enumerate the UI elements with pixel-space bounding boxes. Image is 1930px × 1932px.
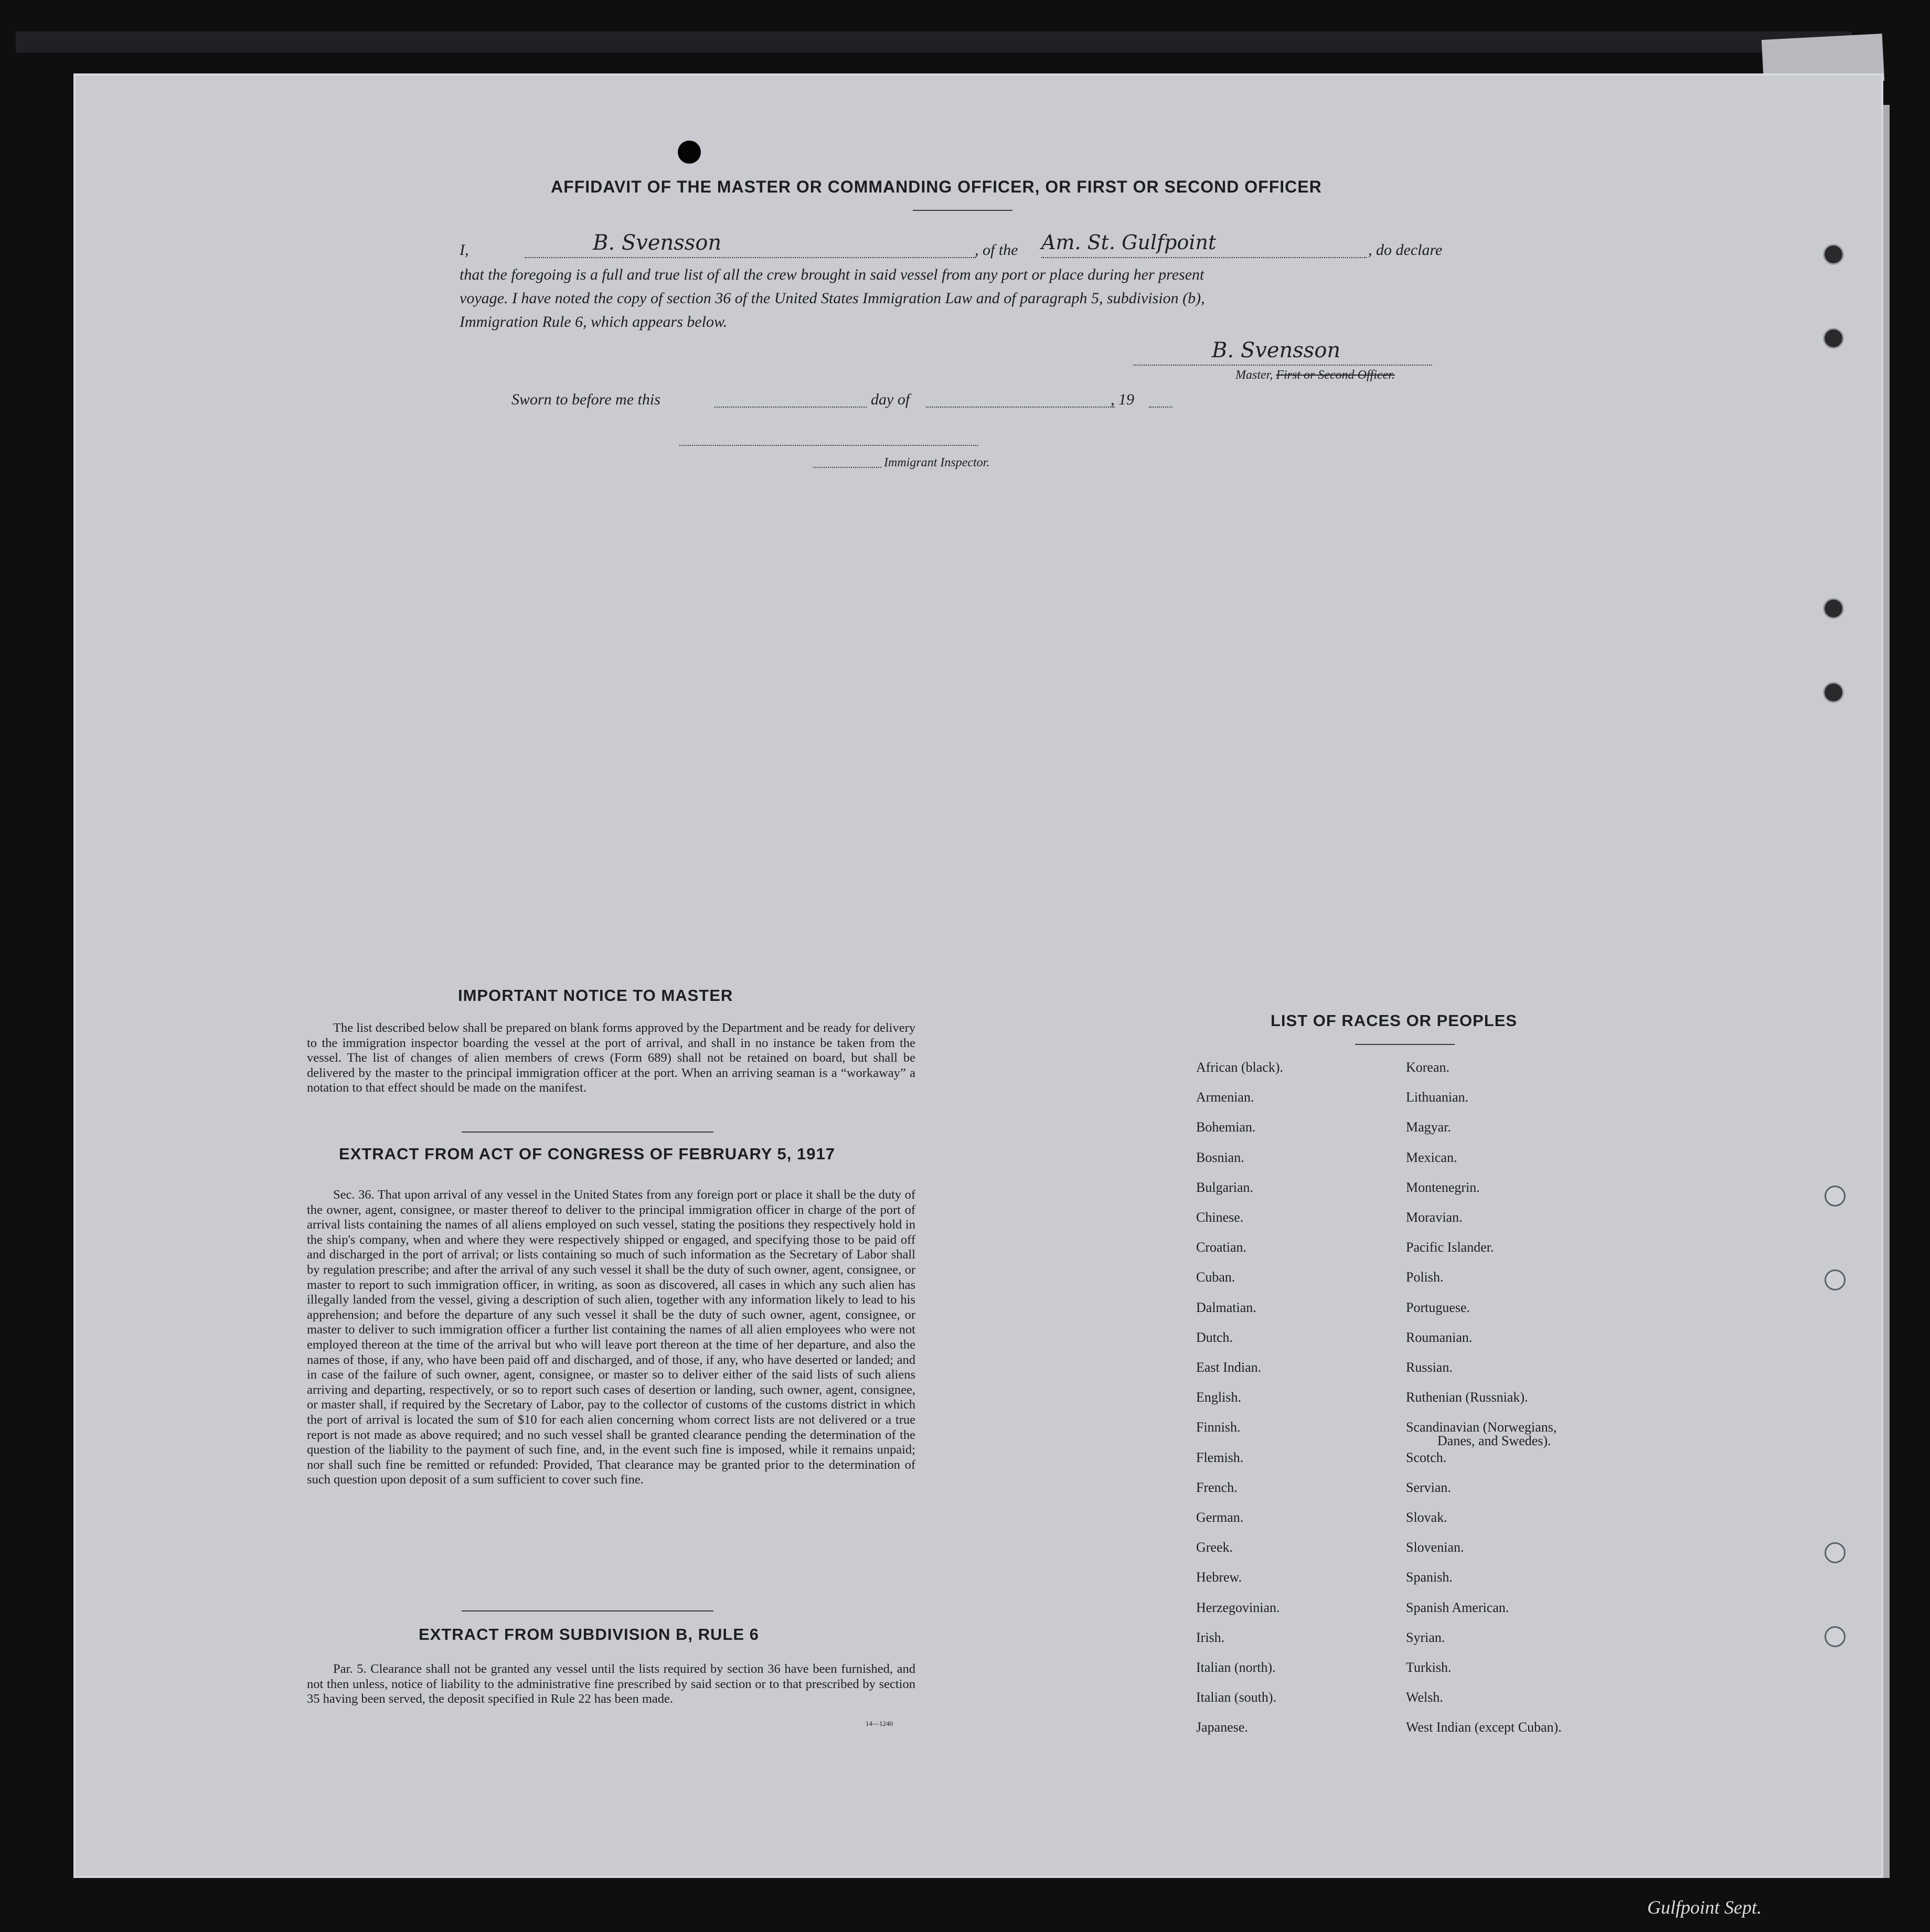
- scan-background-strip: [16, 31, 1852, 52]
- race-item: Turkish.: [1406, 1660, 1452, 1675]
- inspector-short-line: [813, 467, 881, 468]
- sworn-day-blank: [715, 407, 867, 408]
- affidavit-line3: voyage. I have noted the copy of section 36 of the United States Immigration Law and of paragraph 5, subdivision (b),: [460, 290, 1205, 307]
- race-item: Armenian.: [1196, 1090, 1254, 1105]
- race-item: Bohemian.: [1196, 1119, 1256, 1135]
- rule-body: Par. 5. Clearance shall not be granted any vessel until the lists required by section 36 have been furnished, and not then unless, notice of liability to the administrative fine prescribed by said section or to that prescribed by section 35 having been served, the deposit specified in Rule 22 has been made.: [307, 1662, 915, 1706]
- race-item: Chinese.: [1196, 1210, 1244, 1225]
- race-item: Slovenian.: [1406, 1540, 1464, 1555]
- race-item: Ruthenian (Russniak).: [1406, 1390, 1528, 1405]
- race-item: Irish.: [1196, 1629, 1225, 1645]
- act-rule: [462, 1610, 713, 1611]
- form-page: [73, 73, 1883, 1878]
- affidavit-line2: that the foregoing is a full and true list of all the crew brought in said vessel from any port or place during her present: [460, 266, 1204, 283]
- race-item: Italian (north).: [1196, 1660, 1276, 1675]
- race-item: Finnish.: [1196, 1419, 1241, 1435]
- race-item: Dalmatian.: [1196, 1299, 1256, 1315]
- race-item: Montenegrin.: [1406, 1179, 1480, 1195]
- affidavit-line4: Immigration Rule 6, which appears below.: [460, 313, 728, 330]
- race-item: Spanish.: [1406, 1570, 1453, 1585]
- affidavit-of-the: , of the: [975, 241, 1018, 259]
- race-item: Bulgarian.: [1196, 1179, 1254, 1195]
- race-item: Portuguese.: [1406, 1299, 1470, 1315]
- signature-handwriting: B. Svensson: [1212, 338, 1341, 362]
- name-blank: [525, 257, 976, 258]
- race-item: West Indian (except Cuban).: [1406, 1720, 1562, 1735]
- race-item: Pacific Islander.: [1406, 1240, 1494, 1255]
- race-item: Greek.: [1196, 1540, 1233, 1555]
- sworn-year: , 19: [1111, 391, 1134, 408]
- race-item: Italian (south).: [1196, 1690, 1277, 1705]
- inspector-line: [679, 445, 978, 446]
- race-item: Spanish American.: [1406, 1599, 1509, 1615]
- race-item: Cuban.: [1196, 1269, 1235, 1285]
- race-item: East Indian.: [1196, 1360, 1262, 1375]
- page-edge: [1883, 105, 1890, 1878]
- vessel-name-handwriting: Am. St. Gulfpoint: [1041, 231, 1217, 254]
- form-code: 14—1240: [866, 1720, 893, 1727]
- binder-hole: [1823, 328, 1844, 349]
- notice-body: The list described below shall be prepared on blank forms approved by the Department and be ready for delivery to the immigration inspector boarding the vessel at the port of arrival, and shall in no instance be taken from the vessel. The list of changes of alien members of crews (Form 689) shall not be retained on board, but shall be delivered by the master to the principal immigration officer at the port. When an arriving seaman is a “workaway” a notation to that effect should be made on the manifest.: [307, 1021, 915, 1095]
- binder-hole: [1825, 1626, 1846, 1647]
- binder-hole: [1825, 1542, 1846, 1563]
- race-item: Scandinavian (Norwegians,: [1406, 1419, 1557, 1435]
- rule-title: EXTRACT FROM SUBDIVISION B, RULE 6: [419, 1625, 759, 1643]
- race-item: Magyar.: [1406, 1119, 1451, 1135]
- race-item: Servian.: [1406, 1479, 1451, 1495]
- race-item: Polish.: [1406, 1269, 1444, 1285]
- race-item: German.: [1196, 1510, 1244, 1525]
- race-item: Japanese.: [1196, 1720, 1248, 1735]
- inspector-caption: Immigrant Inspector.: [884, 456, 990, 469]
- race-item: Syrian.: [1406, 1629, 1445, 1645]
- race-item: Dutch.: [1196, 1329, 1233, 1345]
- race-item: Welsh.: [1406, 1690, 1443, 1705]
- race-item: French.: [1196, 1479, 1238, 1495]
- race-item: Bosnian.: [1196, 1149, 1244, 1165]
- notice-title: IMPORTANT NOTICE TO MASTER: [458, 986, 733, 1005]
- race-item: Moravian.: [1406, 1210, 1463, 1225]
- notice-rule: [462, 1132, 713, 1133]
- master-name-handwriting: B. Svensson: [593, 231, 722, 255]
- vessel-blank: [1041, 257, 1367, 258]
- affidavit-i: I,: [460, 241, 469, 259]
- race-item: Russian.: [1406, 1360, 1453, 1375]
- race-item: Scotch.: [1406, 1449, 1447, 1465]
- race-item: Lithuanian.: [1406, 1090, 1469, 1105]
- affidavit-line1: [460, 241, 469, 259]
- punch-hole: [678, 141, 701, 164]
- race-item-continuation: Danes, and Swedes).: [1437, 1433, 1551, 1449]
- race-item: Mexican.: [1406, 1149, 1457, 1165]
- sworn-text: Sworn to before me this: [511, 391, 660, 408]
- race-item: English.: [1196, 1390, 1241, 1405]
- race-item: Croatian.: [1196, 1240, 1247, 1255]
- sworn-day-of: day of: [871, 391, 910, 408]
- race-item: Korean.: [1406, 1060, 1450, 1075]
- act-title: EXTRACT FROM ACT OF CONGRESS OF FEBRUARY 5, 1917: [339, 1145, 835, 1163]
- race-item: Slovak.: [1406, 1510, 1447, 1525]
- binder-hole: [1823, 598, 1844, 619]
- signature-caption: Master, First or Second Officer.: [1235, 368, 1395, 382]
- act-body: Sec. 36. That upon arrival of any vessel in the United States from any foreign port or place it shall be the duty of the owner, agent, consignee, or master thereof to deliver to the principal immigration officer in charge of the port of arrival lists containing the names of all aliens employed on such vessel, stating the positions they respectively hold in the ship's company, when and where they were respectively shipped or engaged, and specifying those to be paid off and discharged in the port of arrival; or lists containing so much of such information as the Secretary of Labor shall by regulation prescribe; and after the arrival of any such vessel it shall be the duty of such owner, agent, consignee, or master to report to such immigration officer, in writing, as soon as discovered, all cases in which any such alien has illegally landed from the vessel, giving a description of such alien, together with any information likely to lead to his apprehension; and before the departure of any such vessel it shall be the duty of such owner, agent, consignee, or master to deliver to such immigration officer a further list containing the names of all alien employees who were not employed thereon at the time of the arrival but who will leave port thereon at the time of her departure, and also the names of those, if any, who have been paid off and discharged, and of those, if any, who have deserted or landed; and in case of the failure of such owner, agent, consignee, or master so to deliver either of the said lists of such aliens arriving and departing, respectively, or so to report such cases of desertion or landing, such owner, agent, consignee, or master shall, if required by the Secretary of Labor, pay to the collector of customs of the customs district in which the port of arrival is located the sum of $10 for each alien concerning whom correct lists are not delivered or a true report is not made as above required; and no such vessel shall be granted clearance pending the determination of the question of the liability to the payment of such fine, and, in the event such fine is imposed, while it remains unpaid; nor shall such fine be remitted or refunded: Provided, That clearance may be granted prior to the determination of such question upon deposit of a sum sufficient to cover such fine.: [307, 1188, 915, 1487]
- races-title: LIST OF RACES OR PEOPLES: [1271, 1011, 1518, 1030]
- sworn-month-blank: [926, 407, 1115, 408]
- sworn-year-blank: [1149, 407, 1172, 408]
- binder-hole: [1823, 682, 1844, 703]
- signature-line: [1133, 365, 1432, 366]
- footer-handwriting: Gulfpoint Sept.: [1647, 1897, 1762, 1918]
- race-item: Flemish.: [1196, 1449, 1244, 1465]
- race-item: Roumanian.: [1406, 1329, 1473, 1345]
- race-item: Hebrew.: [1196, 1570, 1242, 1585]
- binder-hole: [1823, 244, 1844, 265]
- races-rule: [1355, 1044, 1455, 1045]
- race-item: Herzegovinian.: [1196, 1599, 1280, 1615]
- affidavit-title: AFFIDAVIT OF THE MASTER OR COMMANDING OFFICER, OR FIRST OR SECOND OFFICER: [551, 177, 1322, 196]
- affidavit-do-declare: , do declare: [1368, 241, 1443, 259]
- title-rule: [913, 210, 1012, 211]
- binder-hole: [1825, 1186, 1846, 1207]
- binder-hole: [1825, 1269, 1846, 1290]
- race-item: African (black).: [1196, 1060, 1284, 1075]
